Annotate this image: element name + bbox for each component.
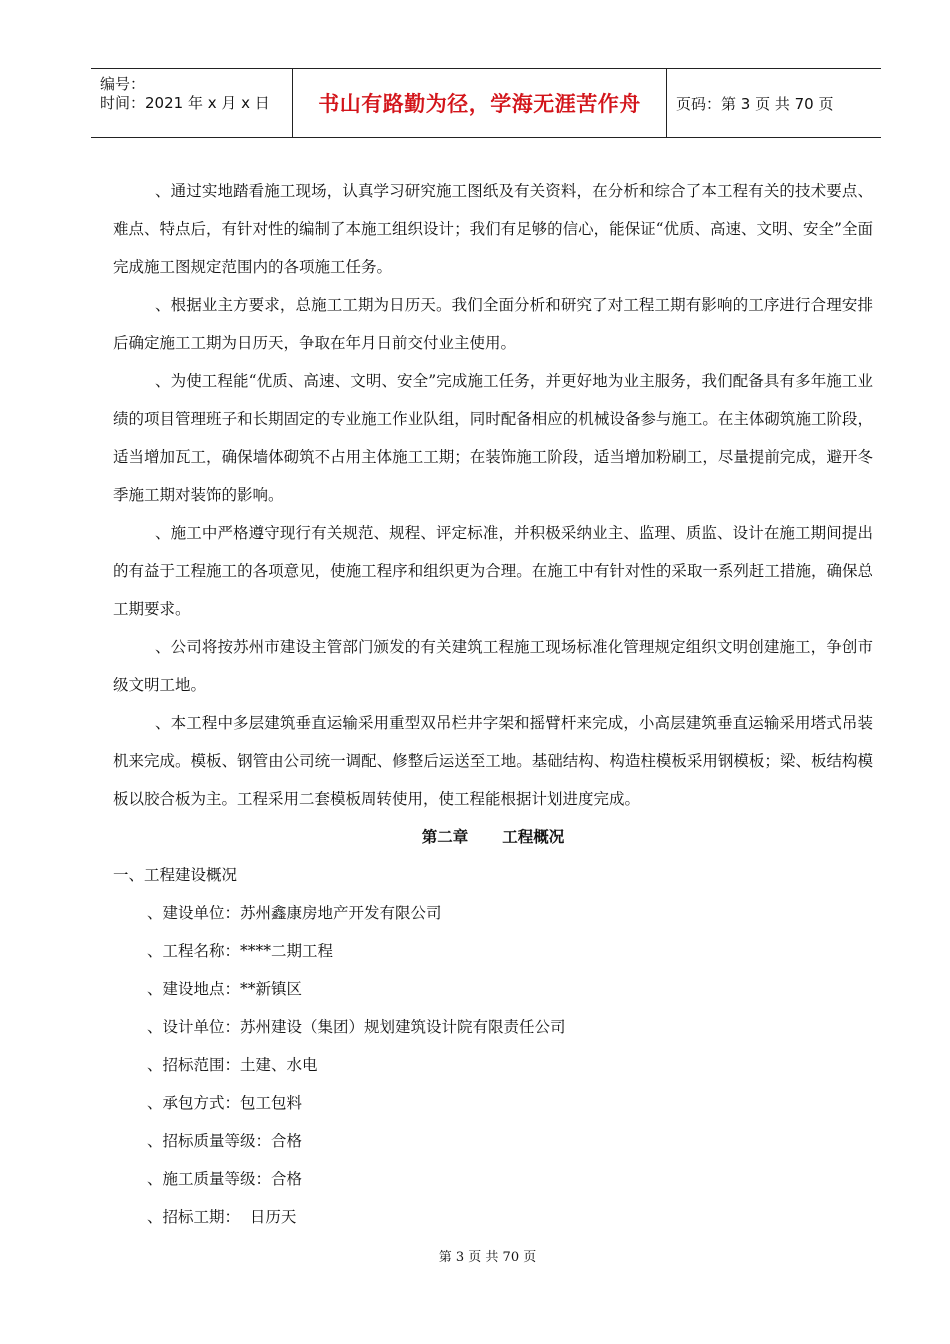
header-meta-cell [91,69,292,137]
number-label: 编号： [100,75,146,93]
list-item: 、建设单位：苏州鑫康房地产开发有限公司 [147,904,442,922]
list-item: 、招标范围：土建、水电 [147,1056,318,1074]
list-item: 、招标质量等级：合格 [147,1132,303,1150]
page-label: 页码：第 3 页 共 70 页 [676,94,834,113]
list-item: 、设计单位：苏州建设（集团）规划建筑设计院有限责任公司 [147,1018,566,1036]
paragraph: 、施工中严格遵守现行有关规范、规程、评定标准，并积极采纳业主、监理、质监、设计在施工期间提出的有益于工程施工的各项意见，使施工程序和组织更为合理。在施工中有针对性的采取一系列赶工措施，确保总工期要求。 [113,524,873,618]
list-item: 、承包方式：包工包料 [147,1094,303,1112]
paragraph: 、为使工程能“优质、高速、文明、安全”完成施工任务，并更好地为业主服务，我们配备具有多年施工业绩的项目管理班子和长期固定的专业施工作业队组，同时配备相应的机械设备参与施工。在主体砌筑施工阶段，适当增加瓦工，确保墙体砌筑不占用主体施工工期；在装饰施工阶段，适当增加粉刷工，尽量提前完成，避开冬季施工期对装饰的影响。 [113,372,873,504]
list-item: 、招标工期： 日历天 [147,1208,297,1226]
chapter-number: 第二章 [421,828,469,846]
list-item: 、工程名称：****二期工程 [147,942,334,960]
paragraph: 、本工程中多层建筑垂直运输采用重型双吊栏井字架和摇臂杆来完成，小高层建筑垂直运输采用塔式吊装机来完成。模板、钢管由公司统一调配、修整后运送至工地。基础结构、构造柱模板采用钢模板；梁、板结构模板以胶合板为主。工程采用二套模板周转使用，使工程能根据计划进度完成。 [113,714,873,808]
time-label: 时间：2021 年 x 月 x 日 [100,94,270,112]
chapter-heading [113,818,873,856]
document-header [91,68,881,138]
header-motto: 书山有路勤为径，学海无涯苦作舟 [292,69,667,137]
paragraph: 、通过实地踏看施工现场，认真学习研究施工图纸及有关资料，在分析和综合了本工程有关的技术要点、难点、特点后，有针对性的编制了本施工组织设计；我们有足够的信心，能保证“优质、高速、文明、安全”全面完成施工图规定范围内的各项施工任务。 [113,182,873,276]
chapter-title: 工程概况 [502,828,565,846]
section-title: 一、工程建设概况 [113,866,238,884]
document-body [113,172,873,1236]
list-item: 、建设地点：**新镇区 [147,980,303,998]
paragraph: 、公司将按苏州市建设主管部门颁发的有关建筑工程施工现场标准化管理规定组织文明创建施工，争创市级文明工地。 [113,638,873,694]
paragraph: 、根据业主方要求，总施工工期为日历天。我们全面分析和研究了对工程工期有影响的工序进行合理安排后确定施工工期为日历天，争取在年月日前交付业主使用。 [113,296,873,352]
page-footer: 第 3 页 共 70 页 [438,1250,537,1265]
header-page-cell [666,69,881,137]
list-item: 、施工质量等级：合格 [147,1170,303,1188]
